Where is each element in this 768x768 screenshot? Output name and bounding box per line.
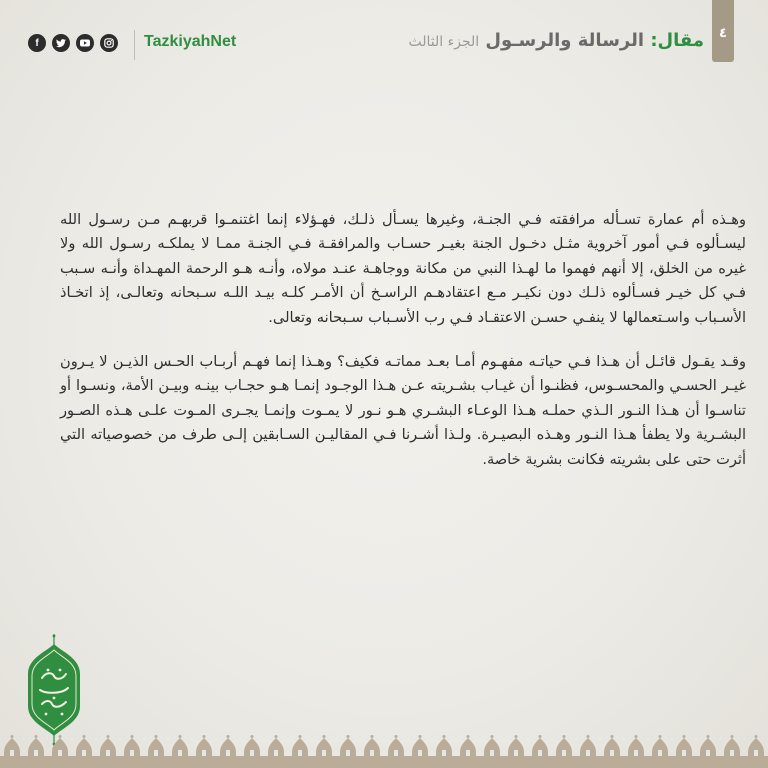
- brand-name[interactable]: TazkiyahNet: [144, 33, 237, 50]
- header: [0, 0, 768, 80]
- youtube-icon[interactable]: [76, 34, 94, 52]
- title-colon: :: [650, 30, 658, 51]
- twitter-icon[interactable]: [52, 34, 70, 52]
- article-paragraph-2: وقـد يقـول قائـل أن هـذا فـي حياتـه مفهـوم أمـا بعـد مماتـه فكيف؟ وهـذا إنما فهـم أربـاب الحـس الذيـن لا يـرون غيـر الحسـي والمحسـوس، فظنـوا أن غيـاب بشـريته عـن هـذا الوجـود إنمـا هـو حجـاب بينـه وبيـن الأمة، ونسـوا أو تناسـوا أن هـذا النـور الـذي حملـه هـذا الوعـاء البشـري هـو نـور لا يمـوت وإنمـا يجـرى المـوت علـى هـذه الصـور البشـرية ولا يطفأ هـذا النـور وهـذه البصيـرة. ولـذا أشـرنا فـي المقاليـن السـابقين إلـى طرف من خصوصياته التي أثرت حتى على بشريته فكانت بشرية خاصة.: [60, 353, 746, 468]
- decorative-border: [0, 734, 768, 768]
- article-paragraph-1: وهـذه أم عمارة تسـأله مرافقته فـي الجنـة، وغيرها يسـأل ذلـك، فهـؤلاء إنما اغتنمـوا قربهـم مـن رسـول الله ليسـألوه فـي أمور آخروية مثـل دخـول الجنة بغيـر حسـاب والمرافقـة فـي الجنـة ممـا لا يملكـه رسـول الله ولا غيره من الخلق، إلا أنهم فهموا ما لهـذا النبي من مكانة ووجاهـة عنـد مولاه، وأنـه هـو الرحمة المهـداة وأنـه سـبب فـي كل خيـر فسـألوه ذلـك دون نكيـر مـع اعتقادهـم الراسـخ أن الأمـر كلـه بيـد اللـه سـبحانه وتعالـى، إذ اتخـاذ الأسـباب واسـتعمالها لا ينفـي حسـن الاعتقـاد فـي رب الأسـباب سـبحانه وتعالى.: [60, 211, 746, 326]
- page-number: ٤: [719, 26, 727, 41]
- facebook-icon[interactable]: f: [28, 34, 46, 52]
- instagram-icon[interactable]: [100, 34, 118, 52]
- article-title: [409, 30, 704, 51]
- social-links: [28, 34, 118, 52]
- brand-divider: [134, 30, 135, 60]
- tazkiyah-logo: [26, 634, 82, 746]
- title-label: مقال: [657, 30, 704, 51]
- article-body: [60, 208, 746, 472]
- title-sub: الجزء الثالث: [408, 34, 480, 50]
- title-main: الرسالة والرسـول: [485, 30, 645, 51]
